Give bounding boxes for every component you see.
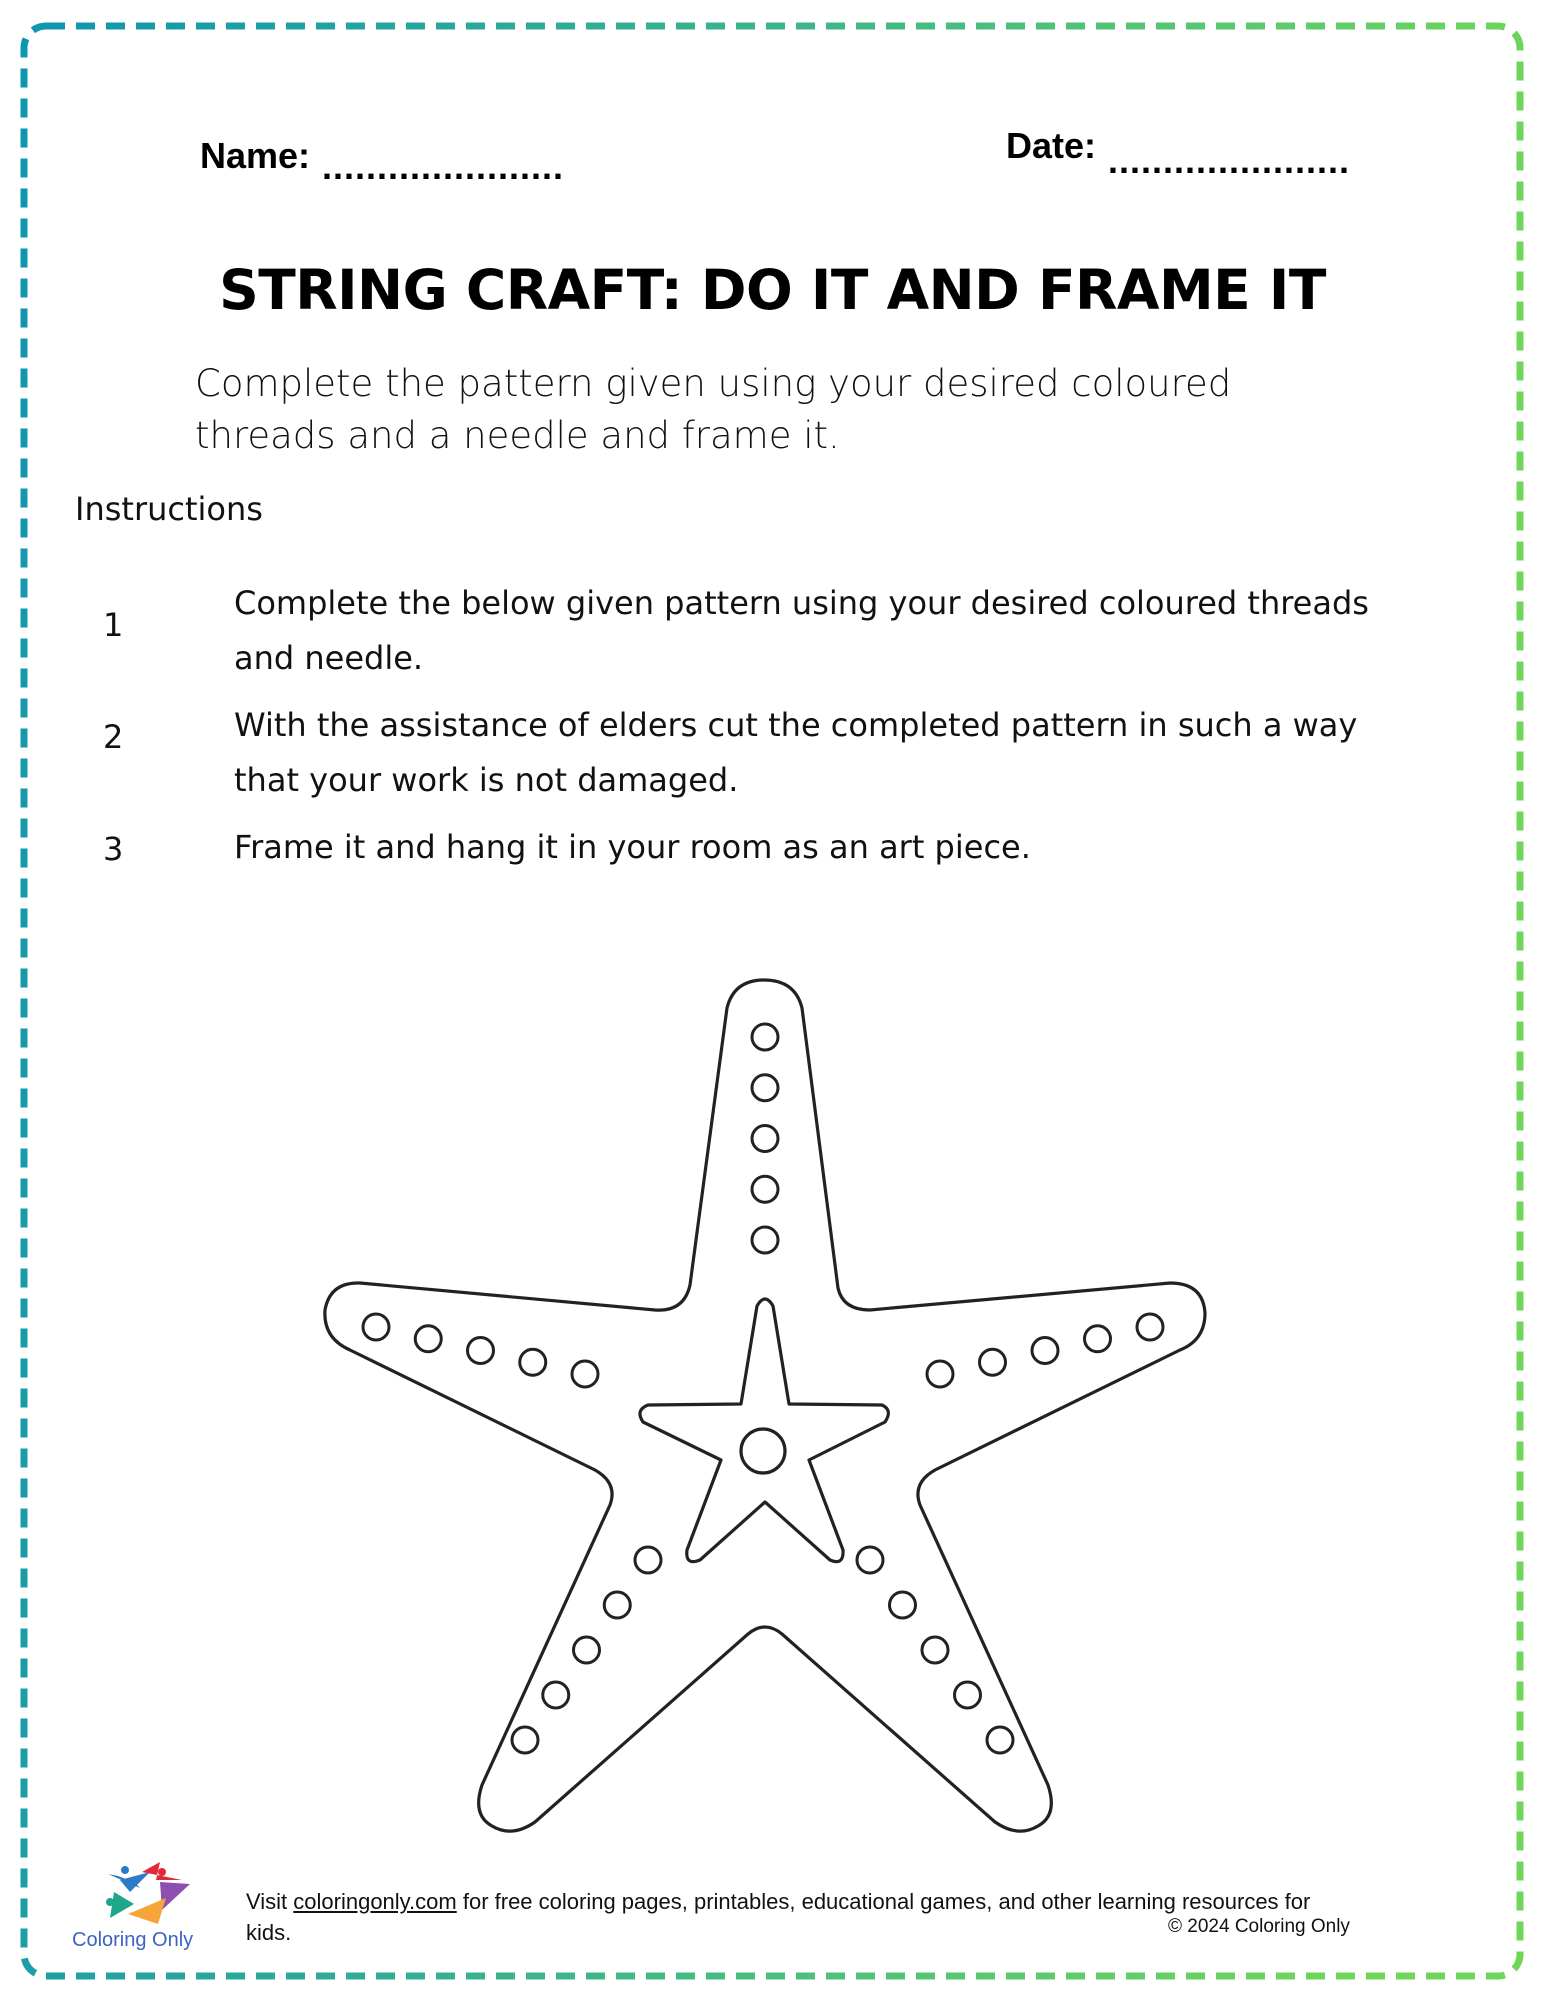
stitch-hole xyxy=(752,1227,778,1253)
coloringonly-link[interactable]: coloringonly.com xyxy=(293,1889,457,1914)
stitch-hole xyxy=(572,1361,598,1387)
subtitle-line-2: threads and a needle and frame it. xyxy=(195,414,840,457)
stitch-hole xyxy=(512,1727,538,1753)
stitch-hole xyxy=(752,1024,778,1050)
step-text-line: Complete the below given pattern using your desired coloured threads xyxy=(234,584,1369,622)
stitch-hole xyxy=(857,1547,883,1573)
stitch-hole xyxy=(1032,1338,1058,1364)
center-circle xyxy=(741,1429,785,1473)
stitch-hole xyxy=(604,1592,630,1618)
footer-visit-suffix: for free coloring pages, printables, educational games, and other learning resources for xyxy=(456,1889,1311,1914)
stitch-hole xyxy=(752,1075,778,1101)
stitch-hole xyxy=(987,1727,1013,1753)
stitch-hole xyxy=(635,1547,661,1573)
page-title: STRING CRAFT: DO IT AND FRAME IT xyxy=(219,258,1326,322)
stitch-hole xyxy=(980,1349,1006,1375)
date-label: Date: xyxy=(1006,125,1097,166)
stitch-hole xyxy=(1085,1326,1111,1352)
date-field[interactable]: ...................... xyxy=(1108,140,1351,181)
step-text-line: Frame it and hang it in your room as an art piece. xyxy=(234,828,1031,866)
stitch-hole xyxy=(363,1314,389,1340)
stitch-hole xyxy=(890,1592,916,1618)
stitch-hole xyxy=(927,1361,953,1387)
footer-visit-line2: kids. xyxy=(246,1920,292,1945)
stitch-hole xyxy=(574,1637,600,1663)
stitch-hole xyxy=(955,1682,981,1708)
stitch-hole xyxy=(415,1326,441,1352)
name-field[interactable]: ...................... xyxy=(322,146,565,187)
coloring-only-logo-icon xyxy=(100,1862,200,1932)
stitch-hole xyxy=(468,1338,494,1364)
step-number: 3 xyxy=(103,830,124,868)
step-number: 2 xyxy=(103,718,124,756)
copyright: © 2024 Coloring Only xyxy=(1168,1916,1350,1937)
step-number: 1 xyxy=(103,606,124,644)
step-text-line: that your work is not damaged. xyxy=(234,761,739,799)
step-text-line: With the assistance of elders cut the completed pattern in such a way xyxy=(234,706,1358,744)
stitch-hole xyxy=(1137,1314,1163,1340)
stitch-hole xyxy=(752,1126,778,1152)
step-text-line: and needle. xyxy=(234,639,424,677)
name-label: Name: xyxy=(200,135,311,176)
stitch-hole xyxy=(520,1349,546,1375)
footer-visit-prefix: Visit xyxy=(246,1889,294,1914)
instructions-heading: Instructions xyxy=(75,490,263,528)
stitch-hole xyxy=(752,1176,778,1202)
logo-text: Coloring Only xyxy=(72,1929,194,1951)
stitch-hole xyxy=(543,1682,569,1708)
subtitle-line-1: Complete the pattern given using your desired coloured xyxy=(195,362,1232,405)
stitch-hole xyxy=(922,1637,948,1663)
starfish-outline xyxy=(325,980,1205,1831)
